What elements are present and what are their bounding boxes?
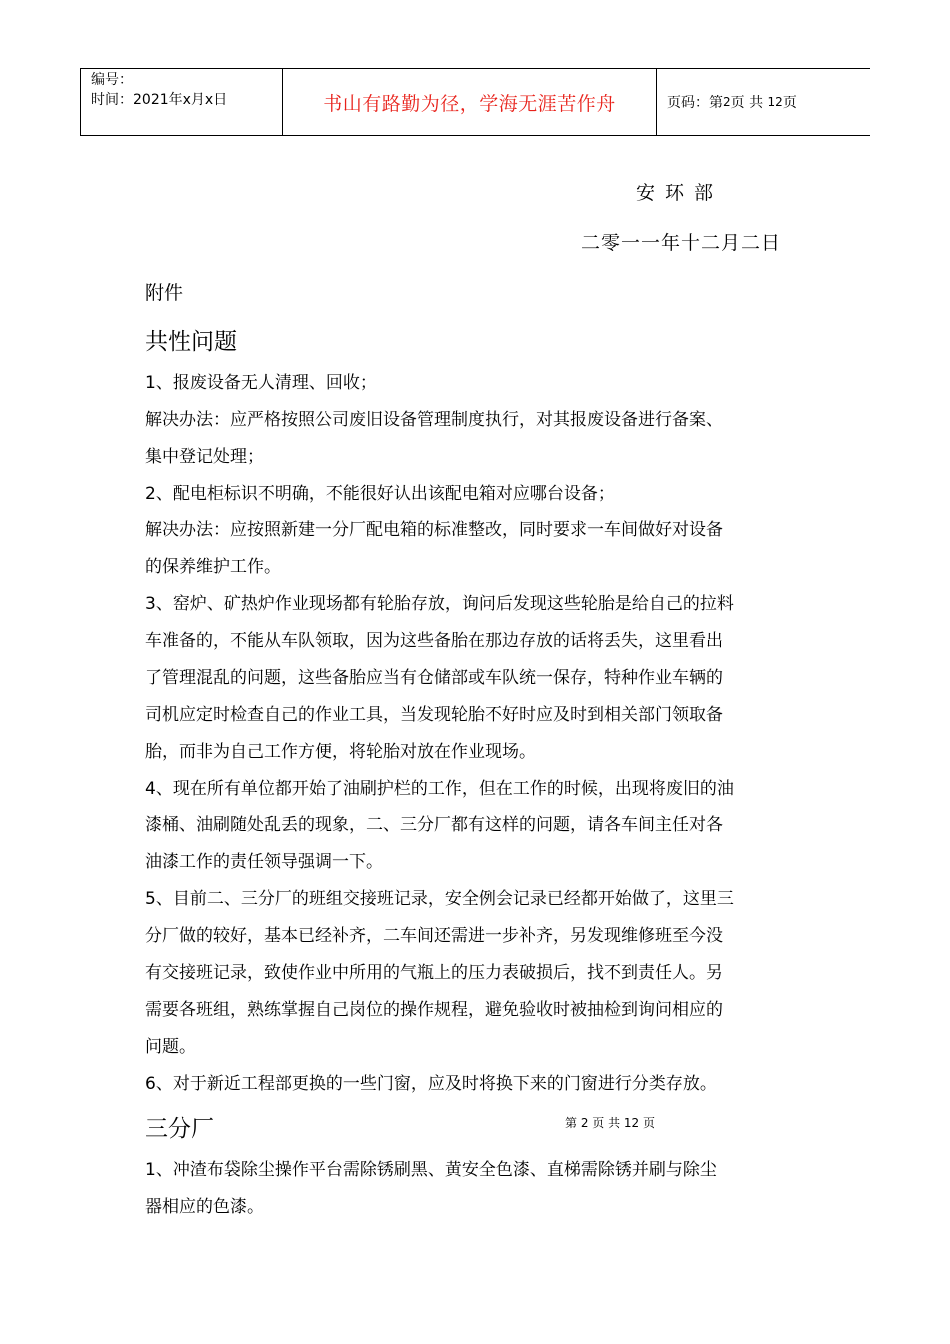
section-title-common-issues: 共性问题 xyxy=(145,329,237,355)
body-line: 集中登记处理； xyxy=(145,447,264,467)
header-page-total: 12 xyxy=(767,95,783,109)
body-line: 的保养维护工作。 xyxy=(145,557,281,577)
header-time-label: 时间：2021年x月x日 xyxy=(91,92,228,108)
body-line: 车准备的，不能从车队领取，因为这些备胎在那边存放的话将丢失，这里看出 xyxy=(145,631,723,651)
body-line: 解决办法：应按照新建一分厂配电箱的标准整改，同时要求一车间做好对设备 xyxy=(145,520,723,540)
body-line: 2、配电柜标识不明确，不能很好认出该配电箱对应哪台设备； xyxy=(145,484,615,504)
header-meta xyxy=(81,69,283,135)
body-line: 1、冲渣布袋除尘操作平台需除锈刷黑、黄安全色漆、直梯需除锈并刷与除尘 xyxy=(145,1160,717,1180)
body-line: 器相应的色漆。 xyxy=(145,1197,264,1217)
header-page-number: 2 xyxy=(723,95,731,109)
header-page-prefix: 页码：第 xyxy=(667,95,723,111)
attachment-label: 附件 xyxy=(145,282,184,304)
body-line: 了管理混乱的问题，这些备胎应当有仓储部或车队统一保存，特种作业车辆的 xyxy=(145,668,723,688)
body-line: 有交接班记录，致使作业中所用的气瓶上的压力表破损后，找不到责任人。另 xyxy=(145,963,723,983)
header-number-label: 编号： xyxy=(91,72,133,88)
body-line: 司机应定时检查自己的作业工具，当发现轮胎不好时应及时到相关部门领取备 xyxy=(145,705,723,725)
body-line: 3、窑炉、矿热炉作业现场都有轮胎存放，询问后发现这些轮胎是给自己的拉料 xyxy=(145,594,734,614)
header-page-info xyxy=(657,69,870,135)
body-line: 1、报废设备无人清理、回收； xyxy=(145,373,377,393)
document-header xyxy=(80,68,870,136)
header-page-mid: 页 共 xyxy=(730,95,764,111)
page-footer: 第 2 页 共 12 页 xyxy=(565,1116,655,1130)
body-line: 4、现在所有单位都开始了油刷护栏的工作，但在工作的时候，出现将废旧的油 xyxy=(145,779,734,799)
header-motto: 书山有路勤为径，学海无涯苦作舟 xyxy=(283,69,657,135)
body-line: 问题。 xyxy=(145,1037,196,1057)
body-line: 胎，而非为自己工作方便，将轮胎对放在作业现场。 xyxy=(145,742,536,762)
body-line: 解决办法：应严格按照公司废旧设备管理制度执行，对其报废设备进行备案、 xyxy=(145,410,723,430)
signature-date: 二零一一年十二月二日 xyxy=(581,232,782,254)
header-page-suffix: 页 xyxy=(782,95,797,111)
section-title-third-plant: 三分厂 xyxy=(145,1116,214,1142)
body-line: 需要各班组，熟练掌握自己岗位的操作规程，避免验收时被抽检到询问相应的 xyxy=(145,1000,723,1020)
body-line: 5、目前二、三分厂的班组交接班记录，安全例会记录已经都开始做了，这里三 xyxy=(145,889,734,909)
body-line: 6、对于新近工程部更换的一些门窗，应及时将换下来的门窗进行分类存放。 xyxy=(145,1074,717,1094)
body-line: 油漆工作的责任领导强调一下。 xyxy=(145,852,383,872)
body-line: 漆桶、油刷随处乱丢的现象，二、三分厂都有这样的问题，请各车间主任对各 xyxy=(145,815,723,835)
body-line: 分厂做的较好，基本已经补齐，二车间还需进一步补齐，另发现维修班至今没 xyxy=(145,926,723,946)
signature-department: 安环部 xyxy=(636,182,724,204)
